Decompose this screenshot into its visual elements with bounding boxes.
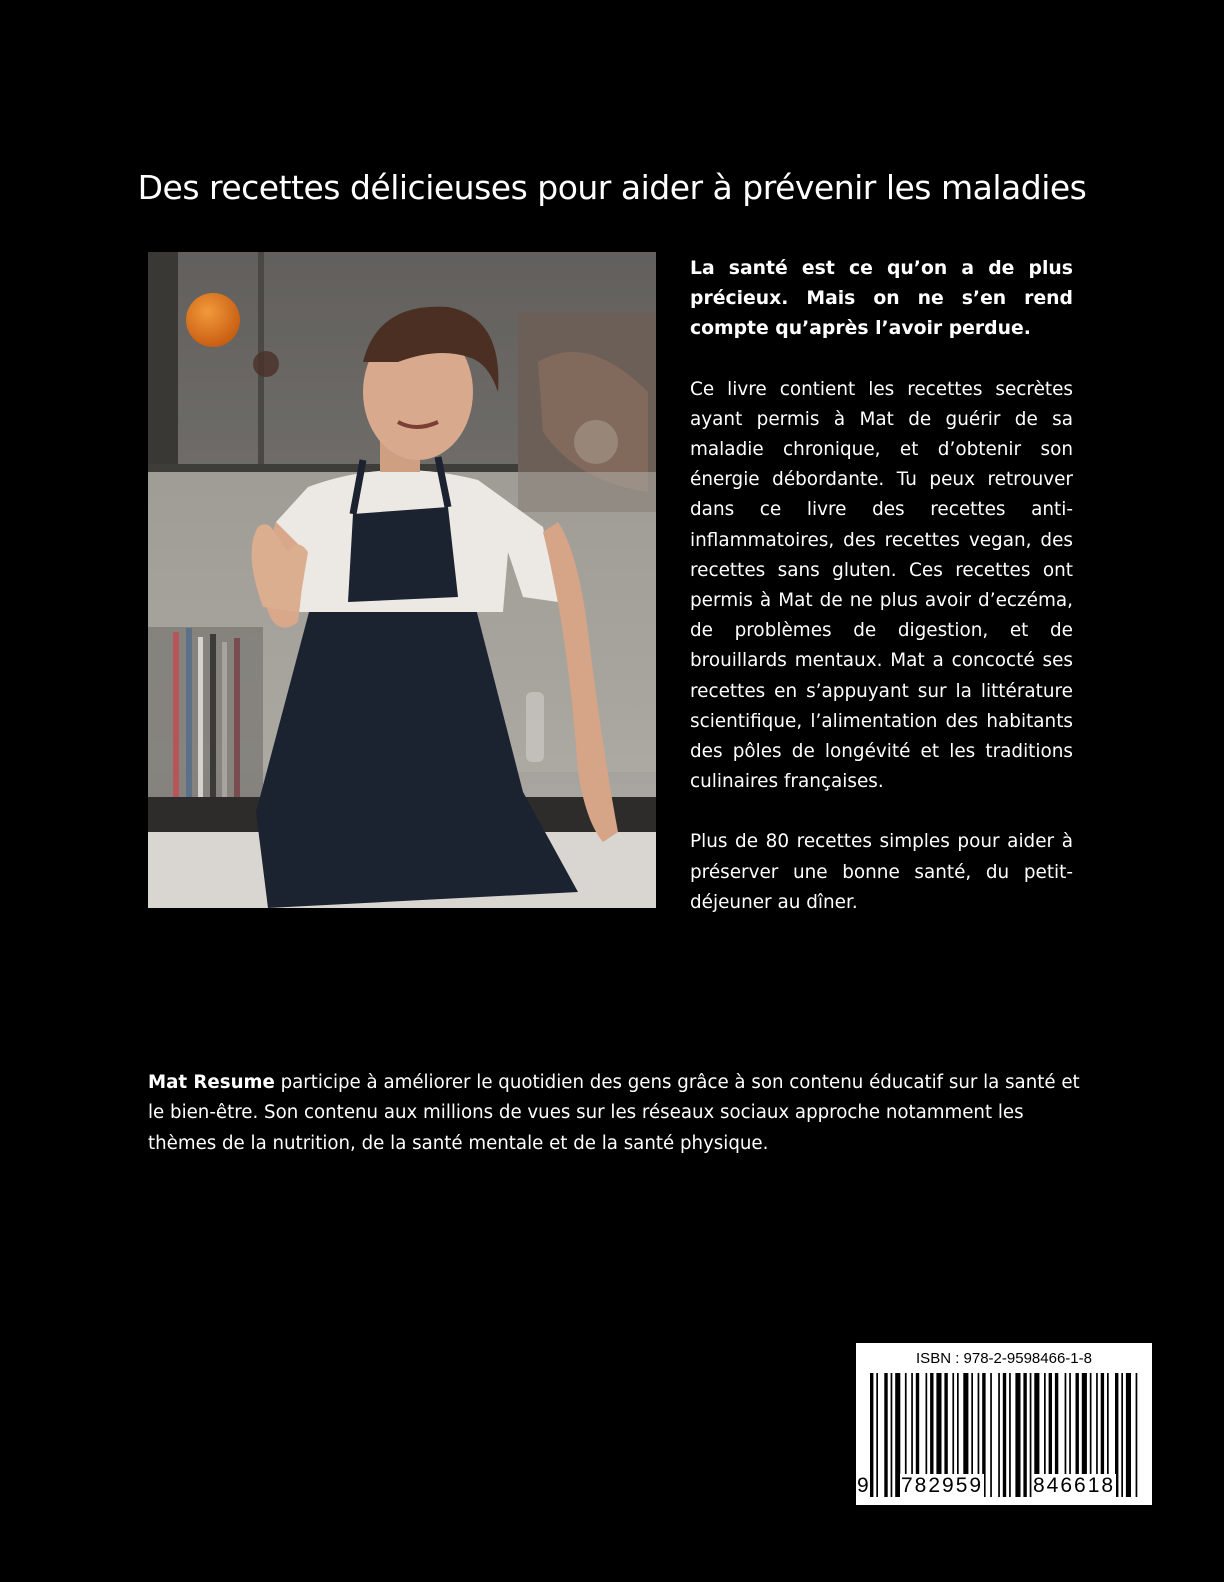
chef-juggling-orange-illustration [148, 252, 656, 908]
barcode-digits [856, 1474, 1152, 1502]
author-bio-text: participe à améliorer le quotidien des gens grâce à son contenu éducatif sur la santé et le bien-être. Son contenu aux millions de vues sur les réseaux sociaux approche notamment les thèmes de la nutrition, de la santé mentale et de la santé physique. [148, 1072, 1080, 1154]
isbn-barcode [856, 1343, 1152, 1505]
author-bio [148, 1068, 1081, 1159]
isbn-label: ISBN : 978-2-9598466-1-8 [916, 1350, 1092, 1367]
closing-paragraph: Plus de 80 recettes simples pour aider à préserver une bonne santé, du petit-déjeuner au dîner. [690, 831, 1073, 913]
author-name: Mat Resume [148, 1072, 275, 1093]
barcode-digits-right: 846618 [1033, 1474, 1116, 1497]
barcode-digits-left: 782959 [901, 1474, 984, 1497]
cover-headline: Des recettes délicieuses pour aider à prévenir les maladies [137, 168, 1087, 207]
description-paragraph: Ce livre contient les recettes secrètes ayant permis à Mat de guérir de sa maladie chronique, et d’obtenir son énergie débordante. Tu peux retrouver dans ce livre des recettes anti-inflammatoires, des recettes vegan, des recettes sans gluten. Ces recettes ont permis à Mat de ne plus avoir d’eczéma, de problèmes de digestion, et de brouillards mentaux. Mat a concocté ses recettes en s’appuyant sur la littérature scientifique, l’alimentation des habitants des pôles de longévité et les traditions culinaires françaises. [690, 378, 1073, 793]
orange [186, 293, 240, 347]
author-photo [148, 252, 656, 908]
lede-quote: La santé est ce qu’on a de plus précieux. Mais on ne s’en rend compte qu’après l’avoir perdue. [690, 258, 1073, 340]
barcode-digit-first: 9 [857, 1474, 869, 1497]
description-column [690, 254, 1073, 918]
